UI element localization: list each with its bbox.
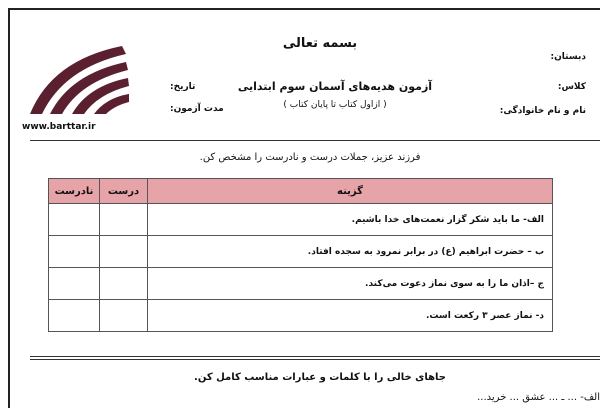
table-row	[49, 300, 553, 332]
true-answer-cell[interactable]	[100, 268, 148, 300]
logo-text: www.barttar.ir	[22, 122, 96, 132]
column-option: گزینه	[148, 179, 553, 204]
table-row	[49, 268, 553, 300]
student-name-label: نام و نام خانوادگی:	[499, 106, 586, 116]
date-label: تاریخ:	[170, 82, 196, 92]
column-true: درست	[100, 179, 148, 204]
false-answer-cell[interactable]	[49, 236, 100, 268]
section-divider-top	[30, 356, 600, 357]
question-text: الف- ما باید شکر گزار نعمت‌های خدا باشیم.	[148, 204, 553, 236]
section2-first-line: الف- ... ـ ... عشق ... خرید...	[477, 392, 600, 403]
true-answer-cell[interactable]	[100, 236, 148, 268]
class-label: کلاس:	[557, 82, 586, 92]
table-row	[49, 204, 553, 236]
question-text: د- نماز عصر ۳ رکعت است.	[148, 300, 553, 332]
duration-label: مدت آزمون:	[170, 104, 224, 114]
true-false-table	[48, 178, 553, 332]
true-answer-cell[interactable]	[100, 204, 148, 236]
column-false: نادرست	[49, 179, 100, 204]
exam-range: ( ازاول کتاب تا پایان کتاب )	[283, 100, 387, 110]
false-answer-cell[interactable]	[49, 268, 100, 300]
question-text: ج –اذان ما را به سوی نماز دعوت می‌کند.	[148, 268, 553, 300]
false-answer-cell[interactable]	[49, 300, 100, 332]
school-label: دبستان:	[550, 52, 586, 62]
section2-instruction: جاهای خالی را با کلمات و عبارات مناسب کامل کن.	[194, 372, 446, 383]
table-header-row	[49, 179, 553, 204]
false-answer-cell[interactable]	[49, 204, 100, 236]
section-divider-bottom	[30, 359, 600, 360]
true-answer-cell[interactable]	[100, 300, 148, 332]
barttar-logo-icon	[22, 40, 132, 120]
header-divider	[30, 140, 600, 141]
table-row	[49, 236, 553, 268]
question-text: ب – حضرت ابراهیم (ع) در برابر نمرود به سجده افتاد.	[148, 236, 553, 268]
page-header-title: بسمه تعالی	[282, 36, 358, 51]
section1-instruction: فرزند عزیز، جملات درست و نادرست را مشخص کن.	[199, 152, 421, 163]
exam-title: آزمون هدیه‌های آسمان سوم ابتدایی	[237, 80, 433, 93]
